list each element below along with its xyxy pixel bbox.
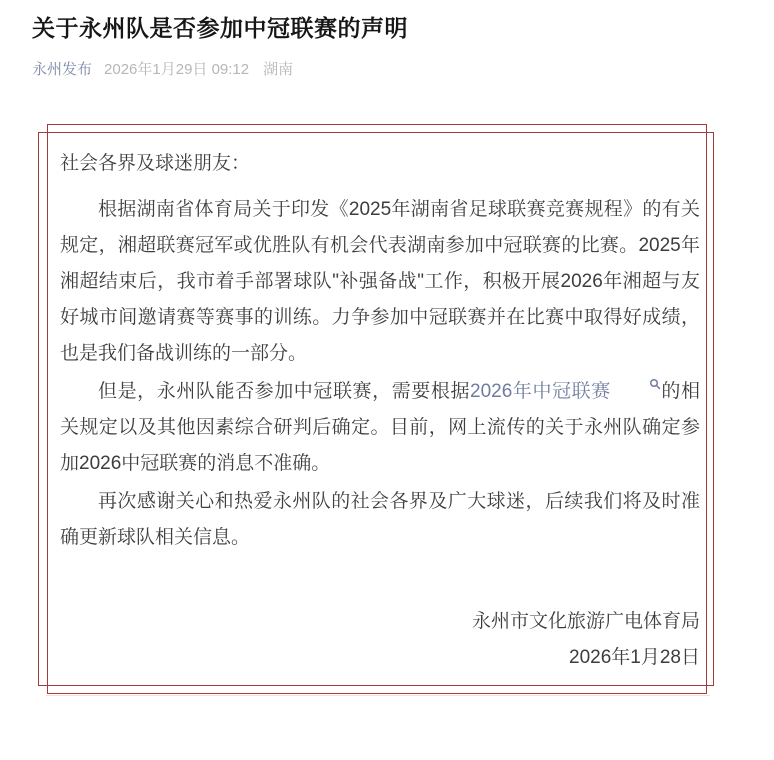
league-search-link[interactable]	[470, 381, 661, 402]
paragraph-2	[60, 374, 700, 482]
league-search-link-text: 2026年中冠联赛	[470, 381, 611, 402]
statement-body	[60, 146, 700, 676]
account-name-link[interactable]: 永州发布	[32, 61, 93, 78]
signature-date: 2026年1月28日	[569, 647, 700, 668]
page-title: 关于永州队是否参加中冠联赛的声明	[32, 15, 408, 41]
publish-datetime: 2026年1月29日 09:12	[104, 61, 250, 78]
search-icon	[611, 378, 661, 390]
paragraph-2-text-after-link: 的相关规定以及其他因素综合研判后确定。目前，网上流传的关于永州队确定参加2026中冠联赛的消息不准确。	[60, 381, 700, 474]
paragraph-3: 再次感谢关心和热爱永州队的社会各界及广大球迷，后续我们将及时准确更新球队相关信息。	[60, 491, 700, 548]
paragraph-2-text-before-link: 但是，永州队能否参加中冠联赛，需要根据	[98, 381, 471, 402]
signature-block	[60, 604, 700, 676]
signature-organization: 永州市文化旅游广电体育局	[471, 611, 700, 632]
publish-location: 湖南	[263, 61, 294, 78]
paragraph-1: 根据湖南省体育局关于印发《2025年湖南省足球联赛竞赛规程》的有关规定，湘超联赛冠军或优胜队有机会代表湖南参加中冠联赛的比赛。2025年湘超结束后，我市着手部署球队"补强备战"工作，积极开展2026年湘超与友好城市间邀请赛等赛事的训练。力争参加中冠联赛并在比赛中取得好成绩，也是我们备战训练的一部分。	[60, 199, 700, 364]
frame-shadow-line	[46, 695, 710, 696]
salutation: 社会各界及球迷朋友：	[60, 153, 251, 174]
article-meta	[32, 60, 293, 80]
